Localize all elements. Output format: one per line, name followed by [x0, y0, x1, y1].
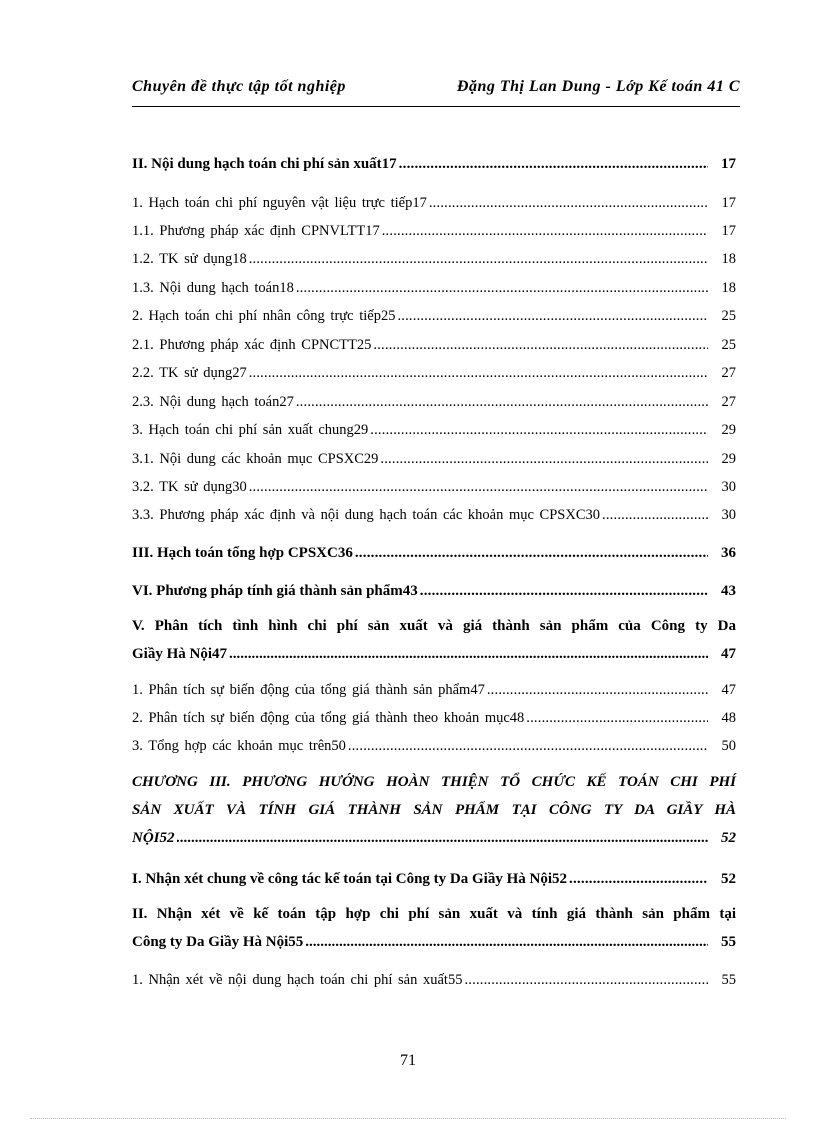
toc-leader-dots: [229, 640, 708, 668]
toc-entry-title: 2.3. Nội dung hạch toán27: [132, 394, 294, 410]
toc-entry-title: 3.2. TK sử dụng30: [132, 479, 247, 495]
toc-entry-page: 50: [721, 738, 736, 754]
toc-entry: [132, 307, 736, 325]
toc-entry: [132, 222, 736, 240]
toc-entry-title: 1. Hạch toán chi phí nguyên vật liệu trực tiếp17: [132, 195, 427, 211]
toc-entry: [132, 155, 736, 173]
toc-entry-page: 25: [721, 337, 736, 353]
toc-entry-page: 52: [721, 871, 736, 887]
toc-leader-dots: [177, 824, 708, 852]
toc-entry-page: 17: [721, 223, 736, 239]
toc-entry-page: 17: [721, 195, 736, 211]
toc-entry-title: 3. Tổng hợp các khoản mục trên50: [132, 738, 346, 754]
toc-entry: [132, 681, 736, 699]
toc-entry-page: 27: [721, 365, 736, 381]
toc-entry-title-line: CHƯƠNG III. PHƯƠNG HƯỚNG HOÀN THIỆN TỔ CHỨC KẾ TOÁN CHI PHÍ: [132, 774, 736, 790]
page-bottom-divider: [30, 1118, 786, 1119]
toc-entry: [132, 478, 736, 496]
toc-leader-dots: [429, 194, 708, 212]
toc-entry: [132, 737, 736, 755]
toc-leader-dots: [380, 450, 708, 468]
header-document-type: Chuyên đề thực tập tốt nghiệp: [132, 78, 346, 95]
toc-entry-title: 2. Phân tích sự biến động của tổng giá thành theo khoản mục48: [132, 710, 525, 726]
toc-entry: [132, 450, 736, 468]
toc-entry-page: 18: [721, 280, 736, 296]
toc-entry-title: 3. Hạch toán chi phí sản xuất chung29: [132, 422, 369, 438]
toc-leader-dots: [296, 279, 708, 297]
toc-leader-dots: [487, 681, 708, 699]
toc-entry-page: 27: [721, 394, 736, 410]
toc-entry-title: 2. Hạch toán chi phí nhân công trực tiếp25: [132, 308, 396, 324]
toc-entry-page: 55: [721, 934, 736, 950]
toc-entry: [132, 582, 736, 600]
toc-leader-dots: [373, 336, 708, 354]
toc-entry-title: 2.1. Phương pháp xác định CPNCTT25: [132, 337, 372, 353]
toc-entry: [132, 364, 736, 382]
toc-entry-page: 25: [721, 308, 736, 324]
toc-entry: [132, 709, 736, 727]
toc-entry-title: 2.2. TK sử dụng27: [132, 365, 247, 381]
toc-entry: [132, 250, 736, 268]
toc-entry-page: 36: [721, 545, 736, 561]
toc-leader-dots: [526, 709, 708, 727]
toc-entry-page: 55: [721, 972, 736, 988]
toc-leader-dots: [355, 544, 708, 562]
toc-entry-page: 18: [721, 251, 736, 267]
toc-entry: [132, 870, 736, 888]
toc-entry-title-line: V. Phân tích tình hình chi phí sản xuất và giá thành sản phẩm của Công ty Da: [132, 618, 736, 634]
toc-entry-page: 47: [721, 646, 736, 662]
toc-entry: [132, 971, 736, 989]
toc-leader-dots: [305, 928, 708, 956]
toc-entry-title: Giầy Hà Nội47: [132, 646, 228, 662]
toc-leader-dots: [602, 506, 708, 524]
toc-entry-page: 29: [721, 422, 736, 438]
toc-entry: [132, 506, 736, 524]
toc-entry-page: 29: [721, 451, 736, 467]
toc-entry-title: 3.3. Phương pháp xác định và nội dung hạch toán các khoản mục CPSXC30: [132, 507, 601, 523]
page-number: 71: [400, 1052, 416, 1069]
toc-entry-title: II. Nội dung hạch toán chi phí sản xuất17: [132, 156, 397, 172]
toc-entry-title-line: II. Nhận xét về kế toán tập hợp chi phí sản xuất và tính giá thành sản phẩm tại: [132, 906, 736, 922]
page-header: [132, 76, 740, 107]
toc-entry: [132, 279, 736, 297]
toc-leader-dots: [382, 222, 708, 240]
toc-entry-multiline: [132, 612, 736, 668]
toc-entry-title: Công ty Da Giầy Hà Nội55: [132, 934, 304, 950]
toc-leader-dots: [370, 421, 708, 439]
toc-leader-dots: [348, 737, 708, 755]
toc-entry-title: 1. Nhận xét về nội dung hạch toán chi phí sản xuất55: [132, 972, 463, 988]
toc-entry-page: 30: [721, 479, 736, 495]
toc-entry-title: NỘI52: [132, 830, 175, 846]
toc-entry: [132, 336, 736, 354]
toc-entry-multiline: [132, 900, 736, 956]
toc-leader-dots: [249, 364, 708, 382]
toc-leader-dots: [249, 478, 708, 496]
toc-leader-dots: [464, 971, 708, 989]
toc-entry-page: 52: [721, 830, 736, 846]
toc-entry-page: 30: [721, 507, 736, 523]
toc-leader-dots: [397, 307, 708, 325]
toc-entry-title: 3.1. Nội dung các khoản mục CPSXC29: [132, 451, 379, 467]
toc-entry-title: I. Nhận xét chung về công tác kế toán tại Công ty Da Giầy Hà Nội52: [132, 871, 568, 887]
toc-leader-dots: [569, 870, 708, 888]
toc-entry: [132, 421, 736, 439]
toc-leader-dots: [296, 393, 708, 411]
toc-entry-page: 47: [721, 682, 736, 698]
toc-entry: [132, 393, 736, 411]
toc-chapter-entry: [132, 768, 736, 852]
toc-entry-title-line: SẢN XUẤT VÀ TÍNH GIÁ THÀNH SẢN PHẨM TẠI CÔNG TY DA GIẦY HÀ: [132, 802, 736, 818]
header-author-class: Đặng Thị Lan Dung - Lớp Kế toán 41 C: [456, 78, 740, 95]
toc-entry-title: VI. Phương pháp tính giá thành sản phẩm43: [132, 583, 418, 599]
toc-entry-title: 1.3. Nội dung hạch toán18: [132, 280, 294, 296]
toc-entry-title: III. Hạch toán tổng hợp CPSXC36: [132, 545, 353, 561]
toc-entry-page: 43: [721, 583, 736, 599]
toc-entry: [132, 194, 736, 212]
toc-leader-dots: [249, 250, 708, 268]
toc-entry-title: 1. Phân tích sự biến động của tổng giá thành sản phẩm47: [132, 682, 485, 698]
toc-entry-page: 17: [721, 156, 736, 172]
toc-leader-dots: [420, 582, 708, 600]
toc-entry-title: 1.1. Phương pháp xác định CPNVLTT17: [132, 223, 380, 239]
toc-entry: [132, 544, 736, 562]
toc-entry-page: 48: [721, 710, 736, 726]
toc-leader-dots: [399, 155, 708, 173]
toc-entry-title: 1.2. TK sử dụng18: [132, 251, 247, 267]
